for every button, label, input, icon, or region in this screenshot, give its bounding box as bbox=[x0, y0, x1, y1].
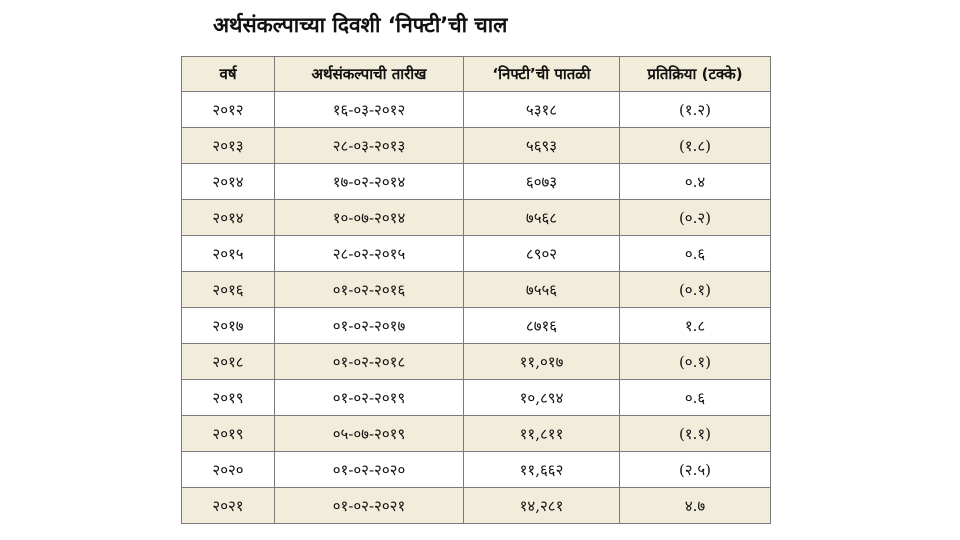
cell-reaction: ०.६ bbox=[620, 380, 771, 416]
cell-budget-date: १०-०७-२०१४ bbox=[275, 200, 464, 236]
cell-nifty-level: ५३१८ bbox=[464, 92, 620, 128]
cell-nifty-level: ७५६८ bbox=[464, 200, 620, 236]
cell-budget-date: ०१-०२-२०१९ bbox=[275, 380, 464, 416]
cell-budget-date: १७-०२-२०१४ bbox=[275, 164, 464, 200]
cell-reaction: (१.२) bbox=[620, 92, 771, 128]
cell-budget-date: ०१-०२-२०२१ bbox=[275, 488, 464, 524]
cell-budget-date: ०१-०२-२०१८ bbox=[275, 344, 464, 380]
cell-reaction: ०.४ bbox=[620, 164, 771, 200]
cell-year: २०२० bbox=[182, 452, 275, 488]
cell-nifty-level: ८९०२ bbox=[464, 236, 620, 272]
cell-year: २०१६ bbox=[182, 272, 275, 308]
cell-budget-date: २८-०२-२०१५ bbox=[275, 236, 464, 272]
cell-nifty-level: ५६९३ bbox=[464, 128, 620, 164]
cell-year: २०१४ bbox=[182, 164, 275, 200]
cell-budget-date: ०१-०२-२०१७ bbox=[275, 308, 464, 344]
nifty-budget-table bbox=[181, 56, 771, 524]
cell-nifty-level: ६०७३ bbox=[464, 164, 620, 200]
cell-budget-date: १६-०३-२०१२ bbox=[275, 92, 464, 128]
table-row bbox=[182, 380, 771, 416]
header-year: वर्ष bbox=[182, 57, 275, 92]
cell-year: २०१९ bbox=[182, 416, 275, 452]
header-reaction-percent: प्रतिक्रिया (टक्के) bbox=[620, 57, 771, 92]
cell-nifty-level: ११,६६२ bbox=[464, 452, 620, 488]
table-row bbox=[182, 236, 771, 272]
table-row bbox=[182, 344, 771, 380]
table-row bbox=[182, 488, 771, 524]
cell-reaction: (०.२) bbox=[620, 200, 771, 236]
cell-nifty-level: ११,०१७ bbox=[464, 344, 620, 380]
header-nifty-level: ‘निफ्टी’ची पातळी bbox=[464, 57, 620, 92]
cell-year: २०१९ bbox=[182, 380, 275, 416]
cell-nifty-level: ८७१६ bbox=[464, 308, 620, 344]
cell-reaction: (१.१) bbox=[620, 416, 771, 452]
cell-budget-date: ०१-०२-२०१६ bbox=[275, 272, 464, 308]
cell-reaction: १.८ bbox=[620, 308, 771, 344]
nifty-budget-table-container bbox=[181, 56, 770, 524]
cell-reaction: (०.१) bbox=[620, 272, 771, 308]
page-title: अर्थसंकल्पाच्या दिवशी ‘निफ्टी’ची चाल bbox=[213, 13, 508, 37]
cell-reaction: ०.६ bbox=[620, 236, 771, 272]
cell-year: २०१८ bbox=[182, 344, 275, 380]
cell-nifty-level: ११,८११ bbox=[464, 416, 620, 452]
table-row bbox=[182, 452, 771, 488]
table-header bbox=[182, 57, 771, 92]
cell-nifty-level: १४,२८१ bbox=[464, 488, 620, 524]
table-row bbox=[182, 200, 771, 236]
cell-nifty-level: ७५५६ bbox=[464, 272, 620, 308]
table-row bbox=[182, 164, 771, 200]
header-budget-date: अर्थसंकल्पाची तारीख bbox=[275, 57, 464, 92]
cell-year: २०१७ bbox=[182, 308, 275, 344]
cell-year: २०१५ bbox=[182, 236, 275, 272]
table-row bbox=[182, 92, 771, 128]
cell-reaction: (१.८) bbox=[620, 128, 771, 164]
cell-year: २०१४ bbox=[182, 200, 275, 236]
table-row bbox=[182, 416, 771, 452]
cell-year: २०१३ bbox=[182, 128, 275, 164]
table-row bbox=[182, 272, 771, 308]
cell-reaction: (०.१) bbox=[620, 344, 771, 380]
header-row bbox=[182, 57, 771, 92]
cell-year: २०१२ bbox=[182, 92, 275, 128]
table-row bbox=[182, 308, 771, 344]
cell-nifty-level: १०,८९४ bbox=[464, 380, 620, 416]
cell-reaction: ४.७ bbox=[620, 488, 771, 524]
table-row bbox=[182, 128, 771, 164]
cell-budget-date: ०५-०७-२०१९ bbox=[275, 416, 464, 452]
cell-year: २०२१ bbox=[182, 488, 275, 524]
cell-budget-date: २८-०३-२०१३ bbox=[275, 128, 464, 164]
cell-budget-date: ०१-०२-२०२० bbox=[275, 452, 464, 488]
cell-reaction: (२.५) bbox=[620, 452, 771, 488]
table-body bbox=[182, 92, 771, 524]
